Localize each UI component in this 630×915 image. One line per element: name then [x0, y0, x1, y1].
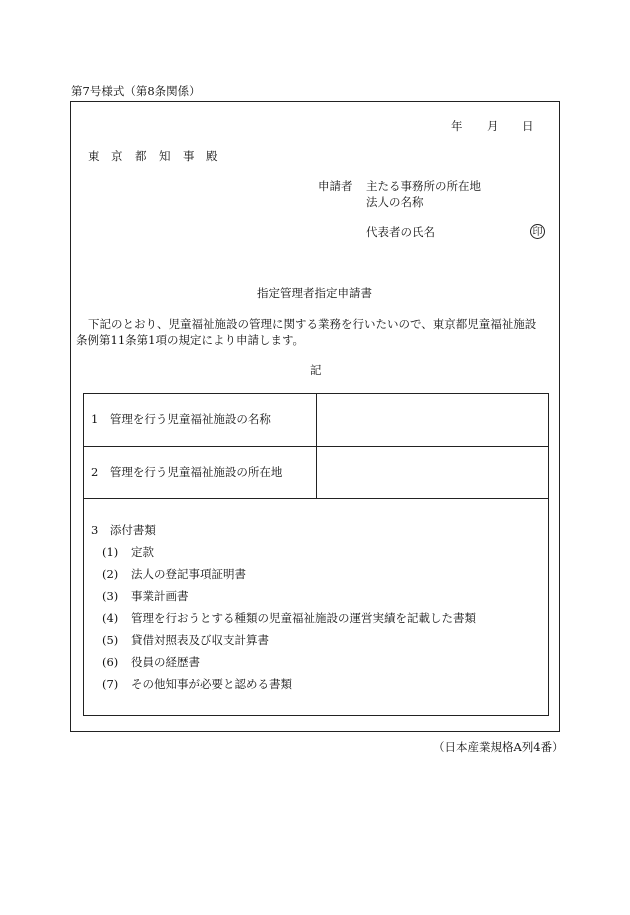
attachment-num: (2) — [102, 567, 119, 581]
attachment-num: (5) — [102, 633, 119, 647]
attachment-text: 管理を行おうとする種類の児童福祉施設の運営実績を記載した書類 — [131, 611, 476, 625]
attachment-text: 法人の登記事項証明書 — [131, 567, 246, 581]
table-row-facility-name: 1 管理を行う児童福祉施設の名称 — [91, 412, 271, 426]
attachment-text: 定款 — [131, 545, 154, 559]
date-year: 年 — [451, 119, 463, 133]
addressee-char: 殿 — [206, 149, 218, 163]
table-row-facility-location: 2 管理を行う児童福祉施設の所在地 — [91, 465, 283, 479]
paper-size-note: （日本産業規格A列4番） — [433, 740, 564, 754]
attachment-num: (3) — [102, 589, 119, 603]
representative-label: 代表者の氏名 — [366, 225, 435, 239]
attachment-num: (7) — [102, 677, 119, 691]
applicant-label: 申請者 — [318, 179, 353, 193]
office-location-label: 主たる事務所の所在地 — [366, 179, 481, 193]
attachment-text: 貸借対照表及び収支計算書 — [131, 633, 269, 647]
attachment-text: その他知事が必要と認める書類 — [131, 677, 292, 691]
attachment-num: (1) — [102, 545, 119, 559]
document-title: 指定管理者指定申請書 — [257, 286, 372, 300]
form-number: 第7号様式（第8条関係） — [71, 84, 201, 98]
attachment-num: (6) — [102, 655, 119, 669]
body-line-1: 下記のとおり、児童福祉施設の管理に関する業務を行いたいので、東京都児童福祉施設 — [88, 317, 537, 331]
attachment-text: 役員の経歴書 — [131, 655, 200, 669]
addressee-char: 事 — [183, 149, 195, 163]
body-line-2: 条例第11条第1項の規定により申請します。 — [76, 333, 305, 347]
date-day: 日 — [522, 119, 534, 133]
addressee-char: 京 — [111, 149, 123, 163]
addressee-char: 東 — [88, 149, 100, 163]
seal-mark: 印 — [530, 224, 545, 239]
table-column-divider — [316, 393, 317, 499]
addressee-char: 知 — [159, 149, 171, 163]
attachment-num: (4) — [102, 611, 119, 625]
ki-heading: 記 — [310, 363, 322, 377]
attachments-title: 3 添付書類 — [91, 523, 156, 537]
attachment-text: 事業計画書 — [131, 589, 189, 603]
corp-name-label: 法人の名称 — [366, 195, 424, 209]
addressee-char: 都 — [135, 149, 147, 163]
date-month: 月 — [487, 119, 499, 133]
